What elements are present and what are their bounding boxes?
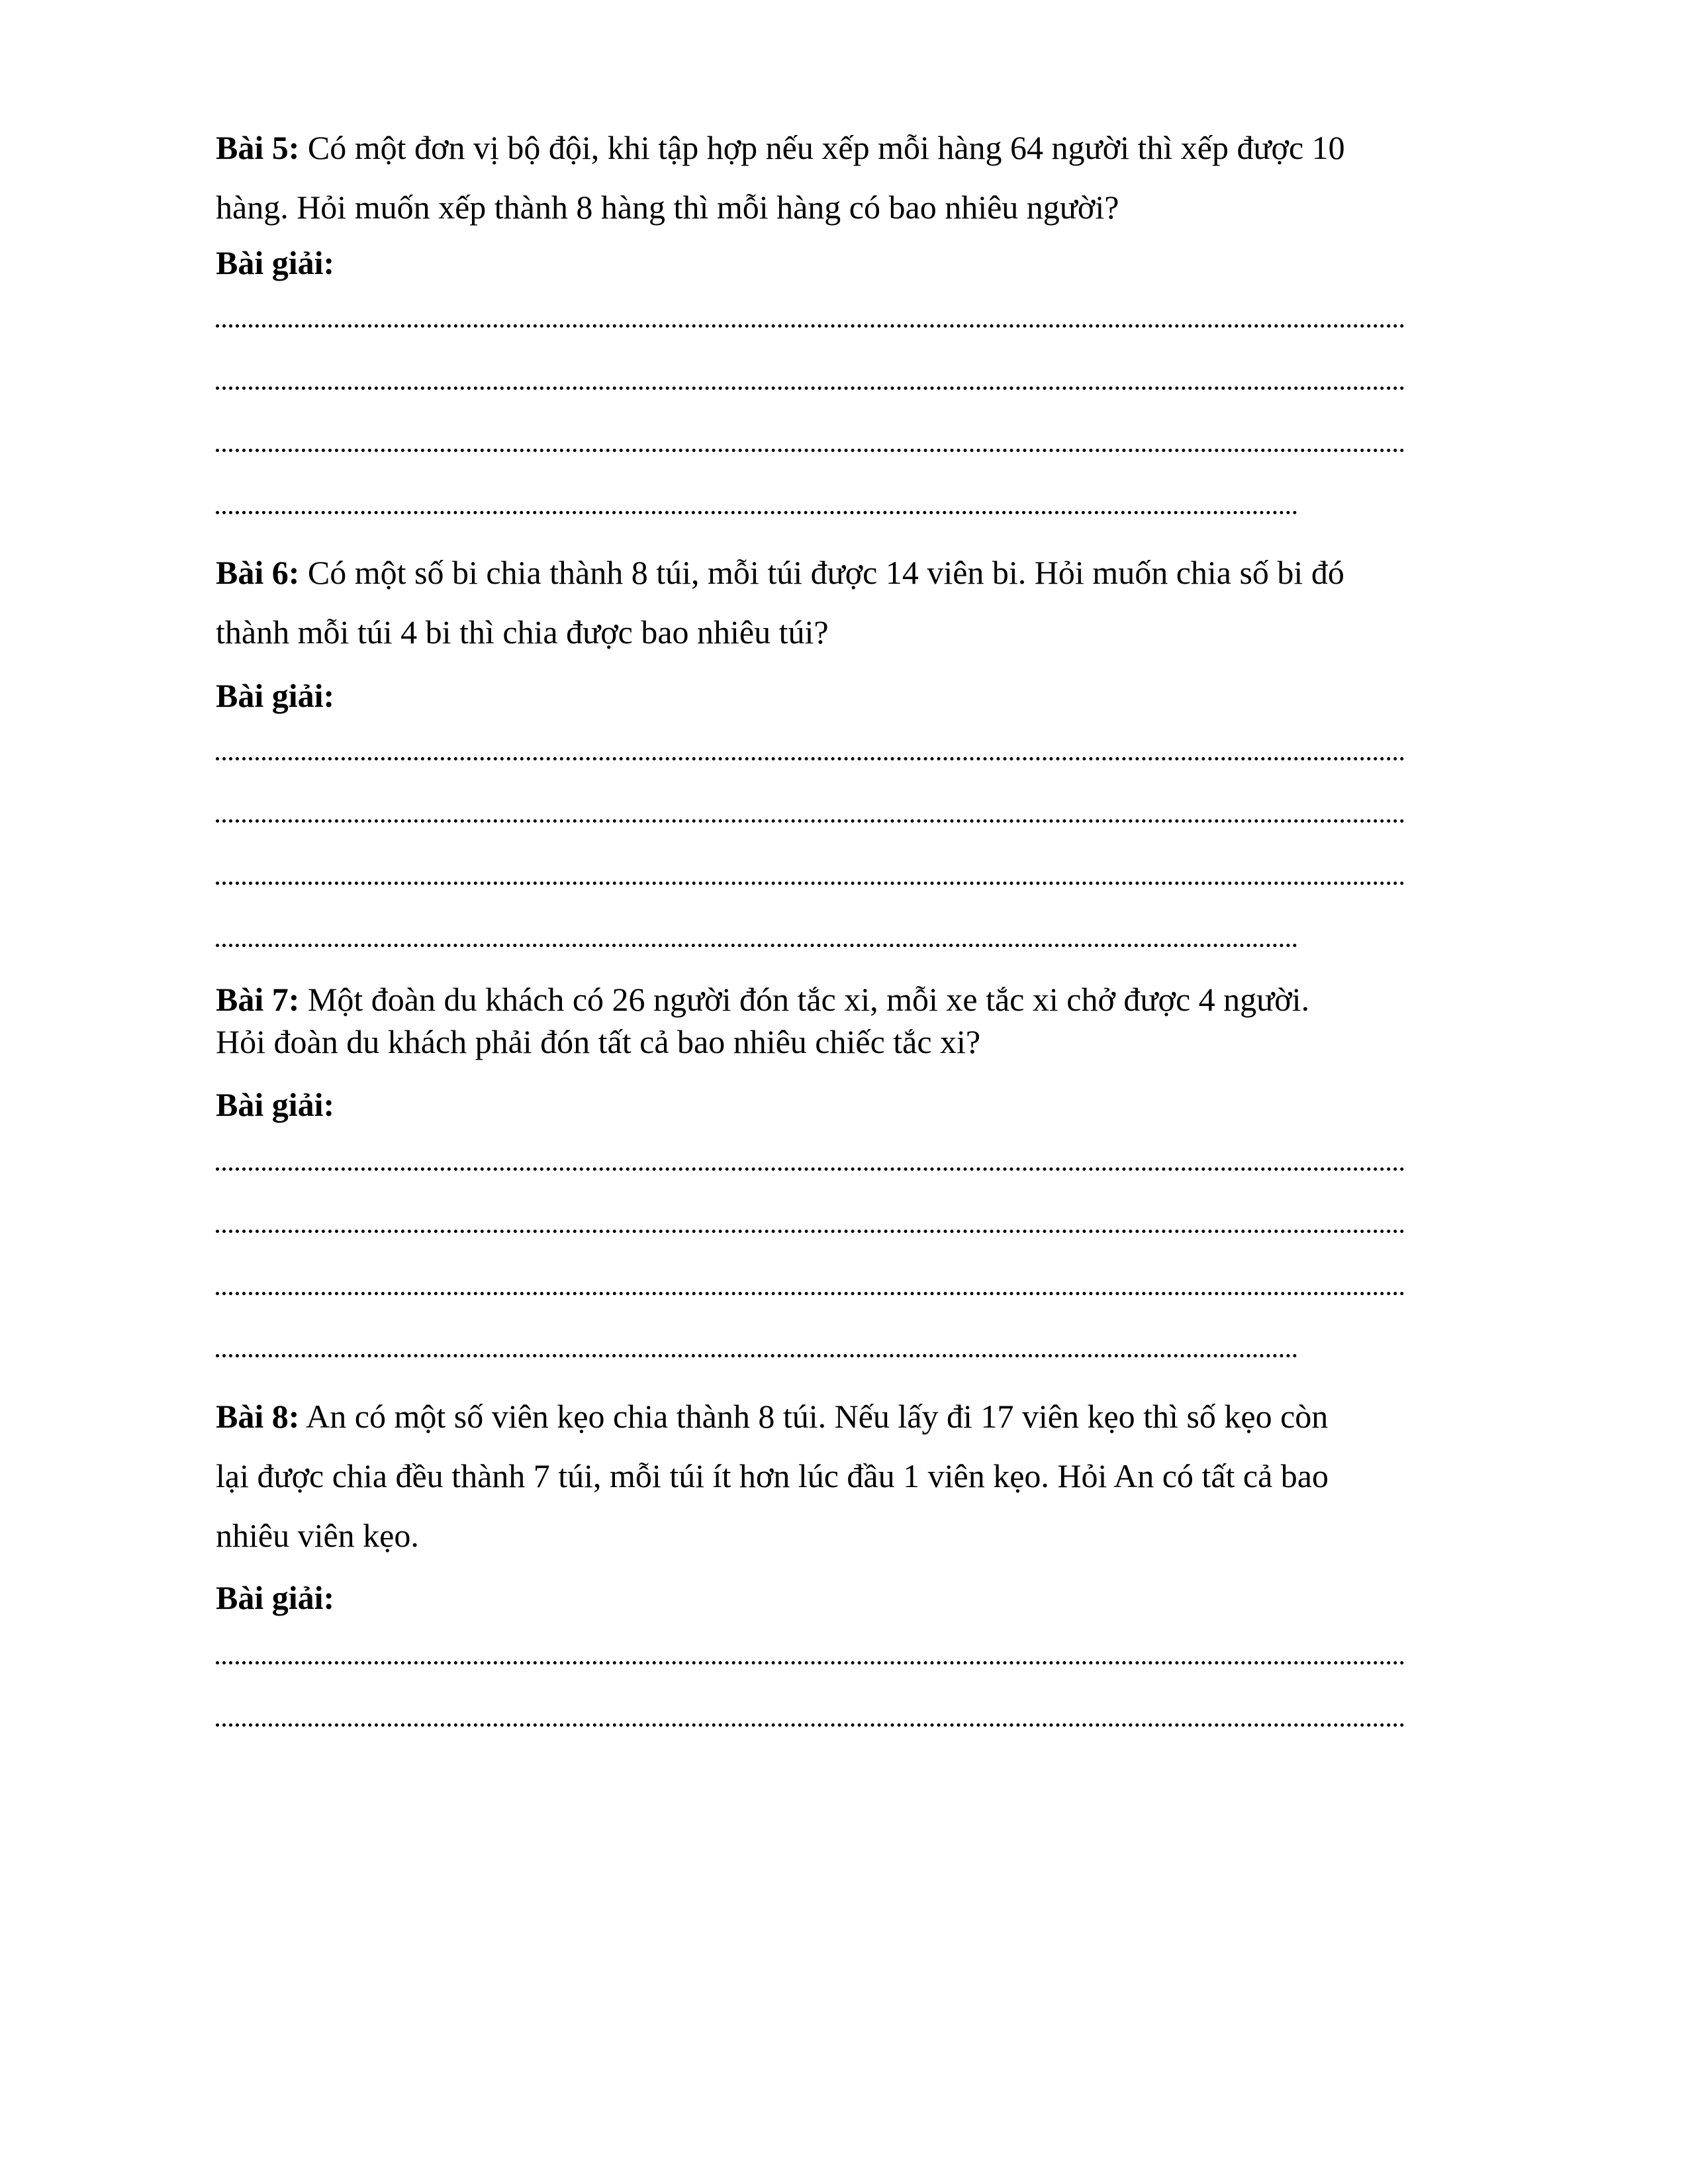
answer-line[interactable] [216, 819, 1405, 823]
answer-line[interactable] [216, 1230, 1405, 1233]
problem-8-solution-label: Bài giải: [216, 1579, 335, 1616]
problem-5-title: Bài 5: [216, 129, 300, 166]
answer-line[interactable] [216, 387, 1405, 390]
problem-6-text-1: Có một số bi chia thành 8 túi, mỗi túi được 14 viên bi. Hỏi muốn chia số bi đó [299, 554, 1344, 591]
answer-line[interactable] [216, 449, 1405, 452]
answer-line[interactable] [216, 1354, 1297, 1357]
answer-line[interactable] [216, 882, 1405, 885]
problem-8 [216, 1387, 1474, 1565]
problem-8-line-2: lại được chia đều thành 7 túi, mỗi túi ít hơn lúc đầu 1 viên kẹo. Hỏi An có tất cả bao [216, 1457, 1329, 1494]
problem-7-line-1 [216, 978, 1474, 1021]
answer-line[interactable] [216, 1292, 1405, 1295]
problem-6-line-1 [216, 543, 1474, 602]
problem-6-line-2: thành mỗi túi 4 bi thì chia được bao nhiêu túi? [216, 614, 829, 651]
problem-7-text-1: Một đoàn du khách có 26 người đón tắc xi, mỗi xe tắc xi chở được 4 người. [299, 981, 1310, 1018]
answer-line[interactable] [216, 511, 1297, 514]
problem-6 [216, 543, 1474, 662]
problem-5-line-1 [216, 118, 1474, 177]
problem-5 [216, 118, 1474, 237]
problem-7-title: Bài 7: [216, 981, 300, 1018]
problem-8-title: Bài 8: [216, 1398, 300, 1435]
answer-line[interactable] [216, 1661, 1405, 1664]
problem-6-title: Bài 6: [216, 554, 300, 591]
answer-line[interactable] [216, 324, 1405, 328]
problem-7-line-2: Hỏi đoàn du khách phải đón tất cả bao nhiêu chiếc tắc xi? [216, 1023, 981, 1060]
answer-line[interactable] [216, 944, 1297, 947]
problem-5-solution-label: Bài giải: [216, 244, 335, 281]
problem-6-solution-label: Bài giải: [216, 677, 335, 714]
answer-line[interactable] [216, 1167, 1405, 1171]
problem-7-solution-label: Bài giải: [216, 1086, 335, 1123]
problem-7 [216, 978, 1474, 1063]
answer-line[interactable] [216, 757, 1405, 760]
problem-5-line-2: hàng. Hỏi muốn xếp thành 8 hàng thì mỗi hàng có bao nhiêu người? [216, 189, 1119, 226]
answer-line[interactable] [216, 1723, 1405, 1727]
problem-8-line-1 [216, 1387, 1474, 1446]
problem-8-line-3: nhiêu viên kẹo. [216, 1517, 419, 1554]
problem-5-text-1: Có một đơn vị bộ đội, khi tập hợp nếu xếp mỗi hàng 64 người thì xếp được 10 [299, 129, 1345, 166]
problem-8-text-1: An có một số viên kẹo chia thành 8 túi. Nếu lấy đi 17 viên kẹo thì số kẹo còn [299, 1398, 1329, 1435]
